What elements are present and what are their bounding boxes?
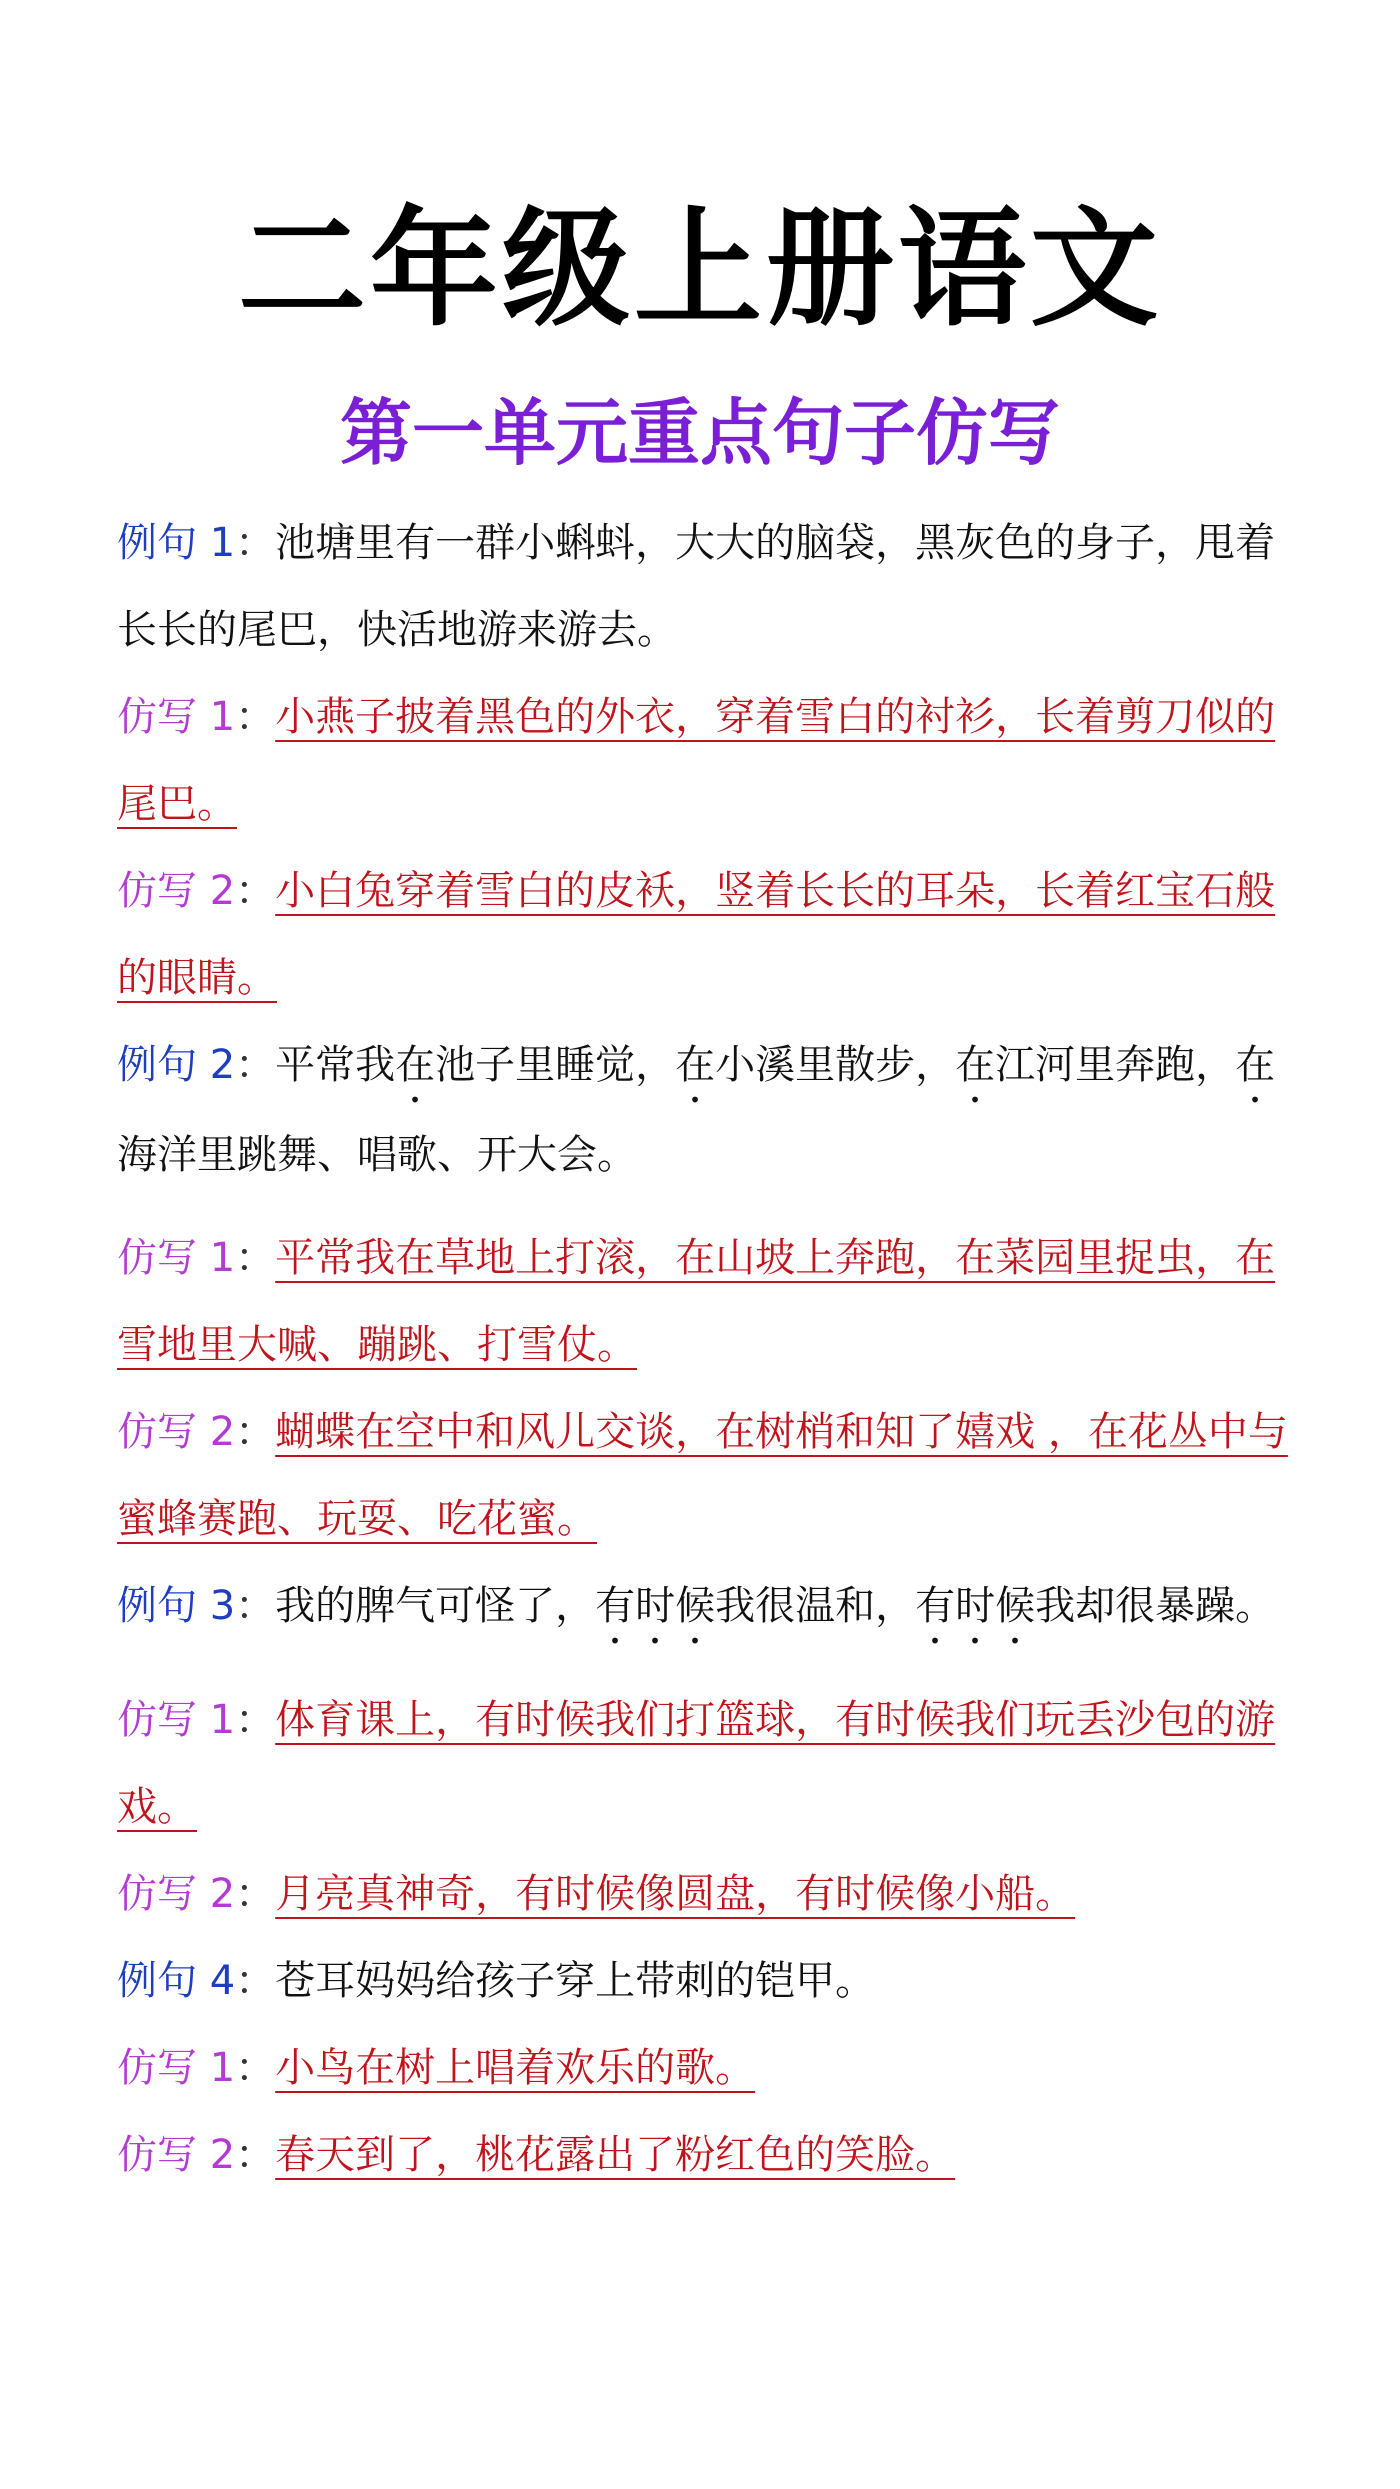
emphasized-word: 在 [675,1042,716,1088]
text-part: 我很温和， [715,1583,916,1629]
text-part: 江河里奔跑， [995,1042,1236,1088]
imitation-sentence [117,1851,1307,1938]
colon: ： [235,2045,276,2091]
example-number: 1 [197,520,236,566]
text-part: 小溪里散步， [715,1042,956,1088]
colon: ： [235,520,276,566]
imitation-label: 仿写 [117,1697,197,1743]
imitation-text: 小燕子披着黑色的外衣，穿着雪白的衬衫，长着剪刀似的尾巴。 [117,694,1276,827]
emphasized-word: 有时候 [595,1583,716,1629]
imitation-sentence [117,674,1307,848]
imitation-label: 仿写 [117,2132,197,2178]
imitation-number: 2 [197,1871,236,1917]
imitation-text: 平常我在草地上打滚，在山坡上奔跑，在菜园里捉虫，在雪地里大喊、蹦跳、打雪仗。 [117,1235,1276,1368]
imitation-sentence [117,848,1307,1022]
page-subtitle: 第一单元重点句子仿写 [339,391,1060,475]
text-part: 平常我 [275,1042,396,1088]
imitation-text: 月亮真神奇，有时候像圆盘，有时候像小船。 [275,1871,1076,1917]
colon: ： [235,1583,276,1629]
emphasized-word: 在 [1235,1042,1276,1088]
imitation-label: 仿写 [117,868,197,914]
imitation-label: 仿写 [117,1235,197,1281]
text-part: 我却很暴躁。 [1035,1583,1276,1629]
example-sentence-1 [117,500,1307,674]
imitation-number: 1 [197,1697,236,1743]
imitation-number: 2 [197,1409,236,1455]
emphasized-word: 在 [395,1042,436,1088]
imitation-number: 1 [197,2045,236,2091]
example-label: 例句 [117,1583,197,1629]
page-title: 二年级上册语文 [237,195,1162,344]
example-text [275,1583,1275,1629]
example-sentence-4 [117,1938,1307,2025]
example-label: 例句 [117,1042,197,1088]
text-part: 海洋里跳舞、唱歌、开大会。 [117,1132,637,1178]
colon: ： [235,694,276,740]
example-number: 4 [197,1958,236,2004]
example-label: 例句 [117,1958,197,2004]
colon: ： [235,2132,276,2178]
imitation-text: 蝴蝶在空中和风儿交谈，在树梢和知了嬉戏 ，在花丛中与蜜蜂赛跑、玩耍、吃花蜜。 [117,1409,1288,1542]
imitation-label: 仿写 [117,694,197,740]
colon: ： [235,1042,276,1088]
imitation-text: 小鸟在树上唱着欢乐的歌。 [275,2045,756,2091]
colon: ： [235,1871,276,1917]
colon: ： [235,1958,276,2004]
example-text: 池塘里有一群小蝌蚪，大大的脑袋，黑灰色的身子，甩着长长的尾巴，快活地游来游去。 [117,520,1276,653]
imitation-text: 小白兔穿着雪白的皮袄，竖着长长的耳朵，长着红宝石般的眼睛。 [117,868,1276,1001]
example-number: 3 [197,1583,236,1629]
imitation-label: 仿写 [117,2045,197,2091]
imitation-label: 仿写 [117,1871,197,1917]
imitation-sentence [117,1677,1307,1851]
emphasized-word: 有时候 [915,1583,1036,1629]
example-sentence-2 [117,1022,1307,1199]
imitation-sentence [117,2112,1307,2199]
imitation-number: 2 [197,868,236,914]
imitation-text: 春天到了，桃花露出了粉红色的笑脸。 [275,2132,956,2178]
example-text: 苍耳妈妈给孩子穿上带刺的铠甲。 [275,1958,876,2004]
example-number: 2 [197,1042,236,1088]
imitation-text: 体育课上，有时候我们打篮球，有时候我们玩丢沙包的游戏。 [117,1697,1276,1830]
colon: ： [235,868,276,914]
example-label: 例句 [117,520,197,566]
colon: ： [235,1235,276,1281]
imitation-number: 1 [197,1235,236,1281]
emphasized-word: 在 [955,1042,996,1088]
colon: ： [235,1409,276,1455]
text-part: 池子里睡觉， [435,1042,676,1088]
example-sentence-3 [117,1563,1307,1653]
imitation-number: 2 [197,2132,236,2178]
imitation-sentence [117,1215,1307,1389]
colon: ： [235,1697,276,1743]
imitation-sentence [117,1389,1307,1563]
imitation-sentence [117,2025,1307,2112]
sentence-list [117,500,1307,2199]
imitation-number: 1 [197,694,236,740]
text-part: 我的脾气可怪了， [275,1583,596,1629]
example-text [117,1042,1275,1178]
imitation-label: 仿写 [117,1409,197,1455]
